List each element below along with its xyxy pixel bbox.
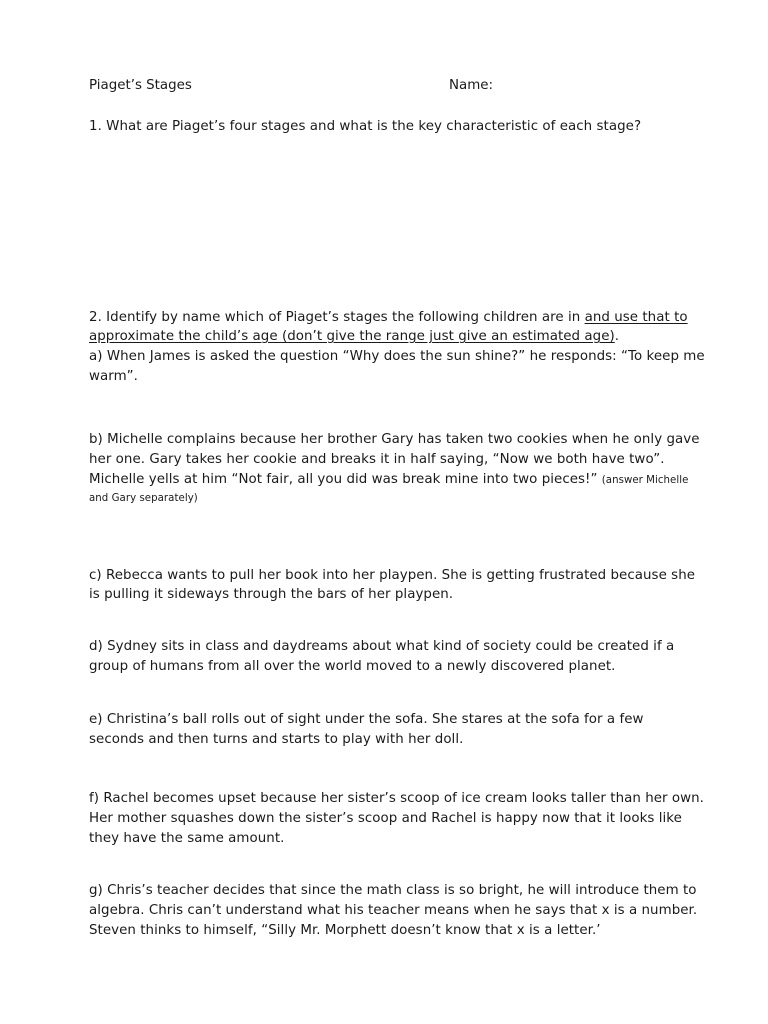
question-2c-line-2: is pulling it sideways through the bars of her playpen. [89,587,454,602]
question-2a-line-1: a) When James is asked the question “Why does the sun shine?” he responds: “To keep me [89,349,705,364]
question-2-intro-underlined-1: and use that to [584,310,688,325]
question-2g-line-2: algebra. Chris can’t understand what his teacher means when he says that x is a number. [89,903,698,918]
question-2e-line-1: e) Christina’s ball rolls out of sight under the sofa. She stares at the sofa for a few [89,712,644,727]
question-2-intro-line-1 [89,308,688,327]
name-label: Name: [449,78,494,93]
question-2b-line-3-main: Michelle yells at him “Not fair, all you did was break mine into two pieces!” [89,472,602,487]
question-1: 1. What are Piaget’s four stages and what is the key characteristic of each stage? [89,119,642,134]
question-2g-line-1: g) Chris’s teacher decides that since the math class is so bright, he will introduce them to [89,883,697,898]
question-2f-line-2: Her mother squashes down the sister’s scoop and Rachel is happy now that it looks like [89,811,682,826]
question-2d-line-1: d) Sydney sits in class and daydreams about what kind of society could be created if a [89,639,675,654]
question-2b-line-3 [89,470,688,490]
question-2f-line-3: they have the same amount. [89,831,285,846]
question-2f-line-1: f) Rachel becomes upset because her sister’s scoop of ice cream looks taller than her own. [89,791,704,806]
worksheet-title: Piaget’s Stages [89,78,192,93]
question-2-intro-plain: 2. Identify by name which of Piaget’s stages the following children are in [89,310,585,325]
question-2c-line-1: c) Rebecca wants to pull her book into her playpen. She is getting frustrated because she [89,568,696,583]
question-2-intro-end: . [614,329,620,344]
question-2b-line-2: her one. Gary takes her cookie and breaks it in half saying, “Now we both have two”. [89,452,665,467]
question-2b-line-1: b) Michelle complains because her brother Gary has taken two cookies when he only gave [89,432,700,447]
question-2g-line-3: Steven thinks to himself, “Silly Mr. Morphett doesn’t know that x is a letter.’ [89,923,601,938]
question-2d-line-2: group of humans from all over the world moved to a newly discovered planet. [89,659,616,674]
question-2a-line-2: warm”. [89,369,138,384]
question-2b-note: (answer Michelle [601,475,689,486]
question-2b-note-line-2: and Gary separately) [89,493,198,504]
question-2-intro-underlined-2: approximate the child’s age (don’t give the range just give an estimated age) [89,329,615,344]
question-2e-line-2: seconds and then turns and starts to play with her doll. [89,732,464,747]
question-2-intro-line-2 [89,327,619,346]
